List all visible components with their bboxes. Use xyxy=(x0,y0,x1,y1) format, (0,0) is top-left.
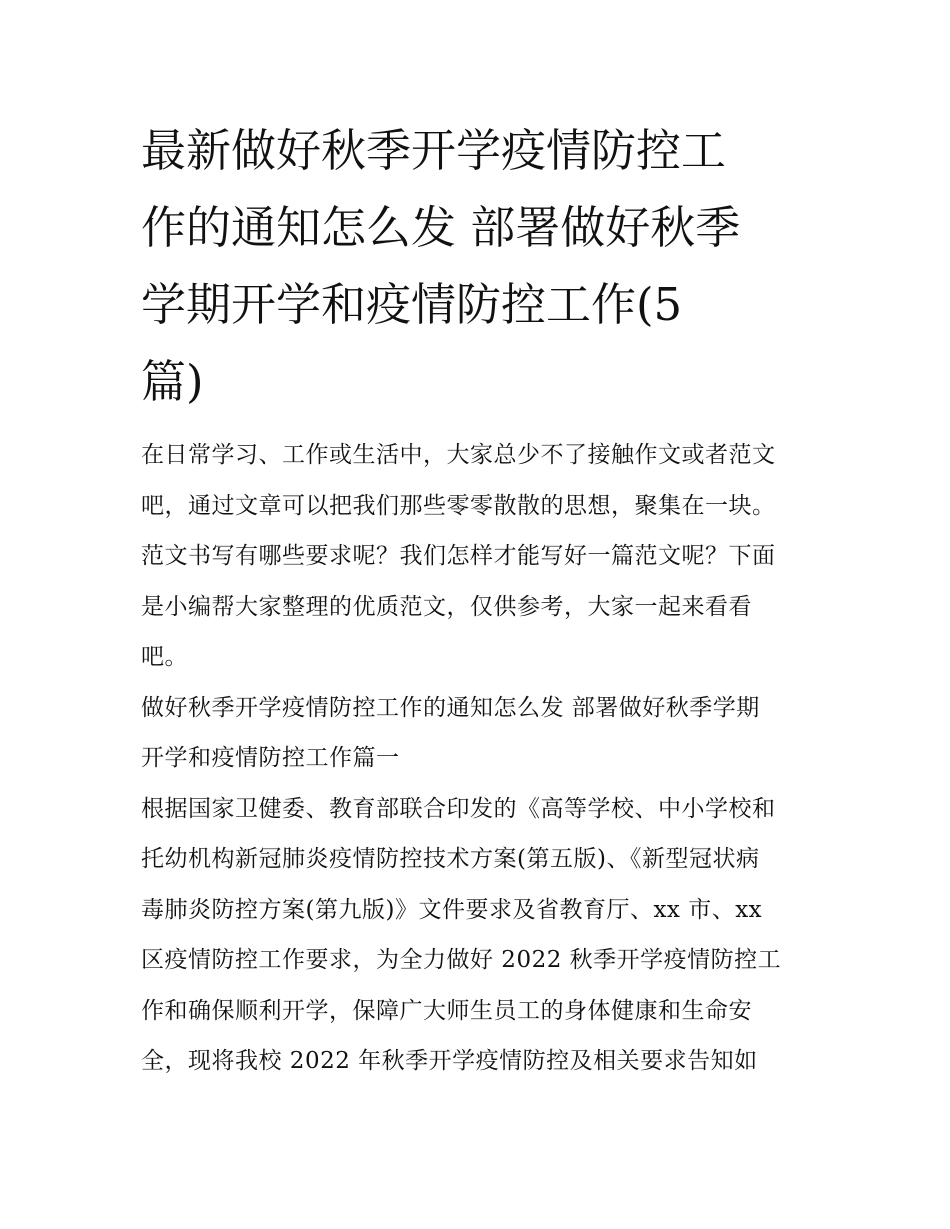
body-line: 区疫情防控工作要求，为全力做好 2022 秋季开学疫情防控工 xyxy=(141,947,782,973)
intro-line: 在日常学习、工作或生活中，大家总少不了接触作文或者范文 xyxy=(141,442,776,468)
title-line: 学期开学和疫情防控工作(5 xyxy=(141,278,683,331)
intro-line: 是小编帮大家整理的优质范文，仅供参考，大家一起来看看 xyxy=(141,593,752,620)
body-line: 根据国家卫健委、教育部联合印发的《高等学校、中小学校和 xyxy=(141,795,776,822)
intro-line: 吧，通过文章可以把我们那些零零散散的思想，聚集在一块。 xyxy=(141,492,776,519)
title-line: 篇) xyxy=(141,355,204,408)
title-line: 作的通知怎么发 部署做好秋季 xyxy=(141,201,741,254)
intro-paragraph xyxy=(141,430,821,683)
section-heading-line: 开学和疫情防控工作篇一 xyxy=(141,745,400,771)
body-line: 全，现将我校 2022 年秋季开学疫情防控及相关要求告知如 xyxy=(141,1048,758,1074)
body-paragraph xyxy=(141,784,821,1087)
body-line: 托幼机构新冠肺炎疫情防控技术方案(第五版)、《新型冠状病 xyxy=(141,846,760,872)
body-line: 作和确保顺利开学，保障广大师生员工的身体健康和生命安 xyxy=(141,997,752,1024)
document-content xyxy=(141,112,821,1087)
body-line: 毒肺炎防控方案(第九版)》文件要求及省教育厅、xx 市、xx xyxy=(141,896,763,923)
title-line: 最新做好秋季开学疫情防控工 xyxy=(141,124,727,177)
section-heading-line: 做好秋季开学疫情防控工作的通知怎么发 部署做好秋季学期 xyxy=(141,694,760,721)
intro-line: 吧。 xyxy=(141,644,188,670)
intro-line: 范文书写有哪些要求呢？我们怎样才能写好一篇范文呢？下面 xyxy=(141,543,776,569)
document-title xyxy=(141,112,821,420)
section-heading xyxy=(141,683,821,784)
